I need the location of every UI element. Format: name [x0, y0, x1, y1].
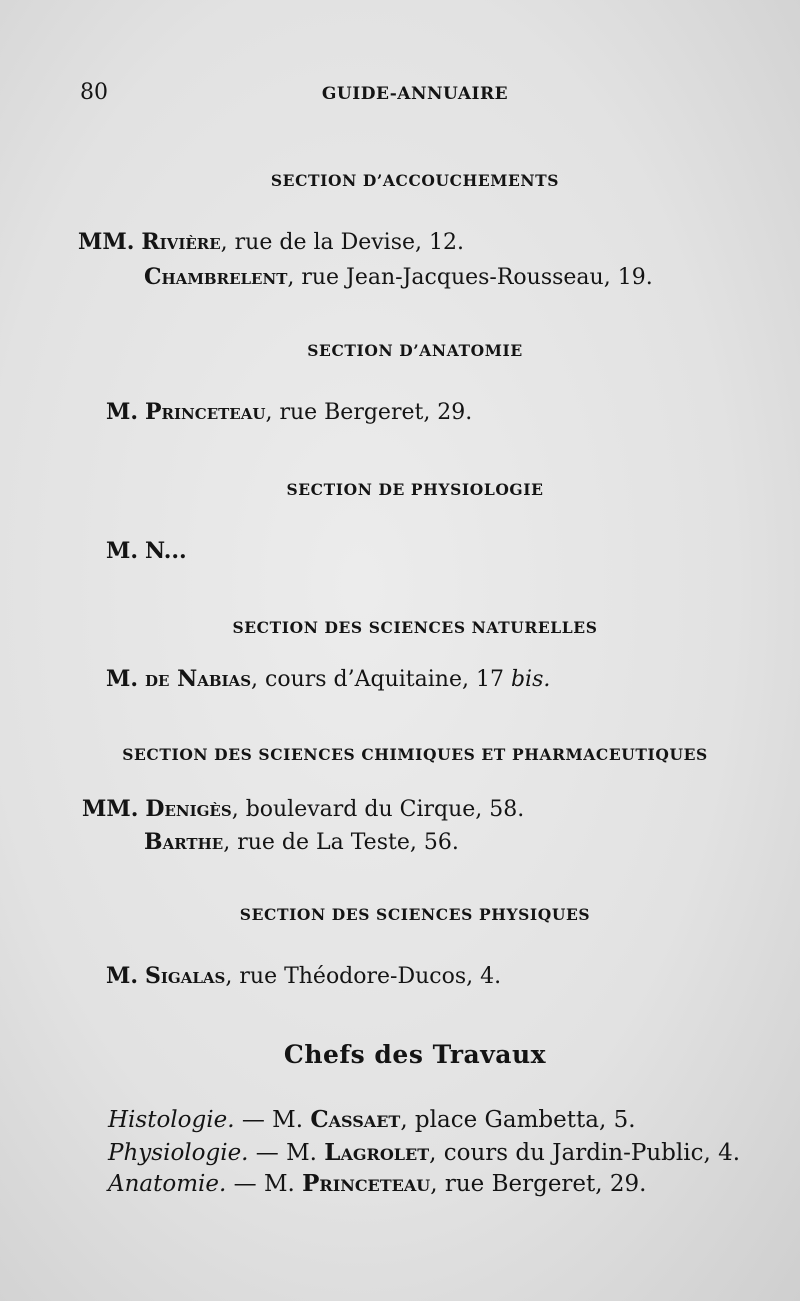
chef-address: , place Gambetta, 5.	[400, 1107, 636, 1133]
chef-name: Cassaet	[310, 1106, 401, 1133]
entry-name: Sigalas	[145, 963, 226, 989]
entry-title: M.	[106, 963, 139, 989]
entry-princeteau	[106, 399, 472, 425]
entry-name: Barthe	[144, 829, 224, 855]
entry-riviere	[78, 229, 464, 255]
chef-dash: — M.	[226, 1171, 303, 1197]
entry-address: , rue Théodore-Ducos, 4.	[225, 964, 502, 989]
chef-name: Lagrolet	[324, 1139, 430, 1166]
entry-address: , boulevard du Cirque, 58.	[231, 797, 525, 822]
section-heading-physiologie: SECTION DE PHYSIOLOGIE	[286, 480, 544, 499]
entry-address: , rue Bergeret, 29.	[265, 400, 473, 425]
entry-vacant	[106, 538, 187, 564]
section-heading-sciences-chimiques: SECTION DES SCIENCES CHIMIQUES ET PHARMACEUTIQUES	[122, 745, 708, 764]
running-head: GUIDE-ANNUAIRE	[321, 84, 509, 104]
entry-deniges	[82, 796, 524, 822]
chef-address: , rue Bergeret, 29.	[430, 1171, 647, 1197]
chef-discipline: Anatomie.	[108, 1171, 227, 1197]
entry-name: N...	[145, 538, 187, 564]
section-heading-sciences-physiques: SECTION DES SCIENCES PHYSIQUES	[239, 905, 591, 924]
section-heading-anatomie: SECTION D’ANATOMIE	[307, 341, 523, 360]
entry-address: , cours d’Aquitaine, 17	[251, 667, 511, 692]
entry-name: Rivière	[141, 229, 221, 255]
chef-dash: — M.	[248, 1140, 325, 1166]
page-number: 80	[80, 80, 108, 105]
entry-title: MM.	[82, 796, 139, 822]
entry-address: , rue de La Teste, 56.	[223, 830, 459, 855]
chef-physiologie	[108, 1139, 740, 1166]
chef-anatomie	[108, 1170, 646, 1197]
chef-dash: — M.	[234, 1107, 311, 1133]
chef-name: Princeteau	[302, 1170, 431, 1197]
entry-name: de Nabias	[145, 666, 252, 692]
section-heading-accouchements: SECTION D’ACCOUCHEMENTS	[270, 171, 560, 190]
entry-name: Denigès	[145, 796, 232, 822]
entry-title: M.	[106, 666, 139, 692]
entry-de-nabias	[106, 666, 550, 692]
entry-address: , rue Jean-Jacques-Rousseau, 19.	[287, 265, 653, 290]
entry-name: Chambrelent	[144, 264, 288, 290]
entry-sigalas	[106, 963, 501, 989]
chef-discipline: Histologie.	[108, 1107, 235, 1133]
section-heading-sciences-naturelles: SECTION DES SCIENCES NATURELLES	[232, 618, 598, 637]
chef-address: , cours du Jardin-Public, 4.	[429, 1140, 741, 1166]
entry-name: Princeteau	[145, 399, 266, 425]
entry-title: M.	[106, 538, 139, 564]
chef-histologie	[108, 1106, 636, 1133]
entry-barthe	[144, 829, 459, 855]
entry-title: M.	[106, 399, 139, 425]
entry-address-italic: bis.	[510, 667, 551, 692]
chef-discipline: Physiologie.	[108, 1140, 249, 1166]
entry-chambrelent	[144, 264, 653, 290]
chefs-heading: Chefs des Travaux	[283, 1040, 547, 1069]
entry-title: MM.	[78, 229, 135, 255]
entry-address: , rue de la Devise, 12.	[220, 230, 465, 255]
